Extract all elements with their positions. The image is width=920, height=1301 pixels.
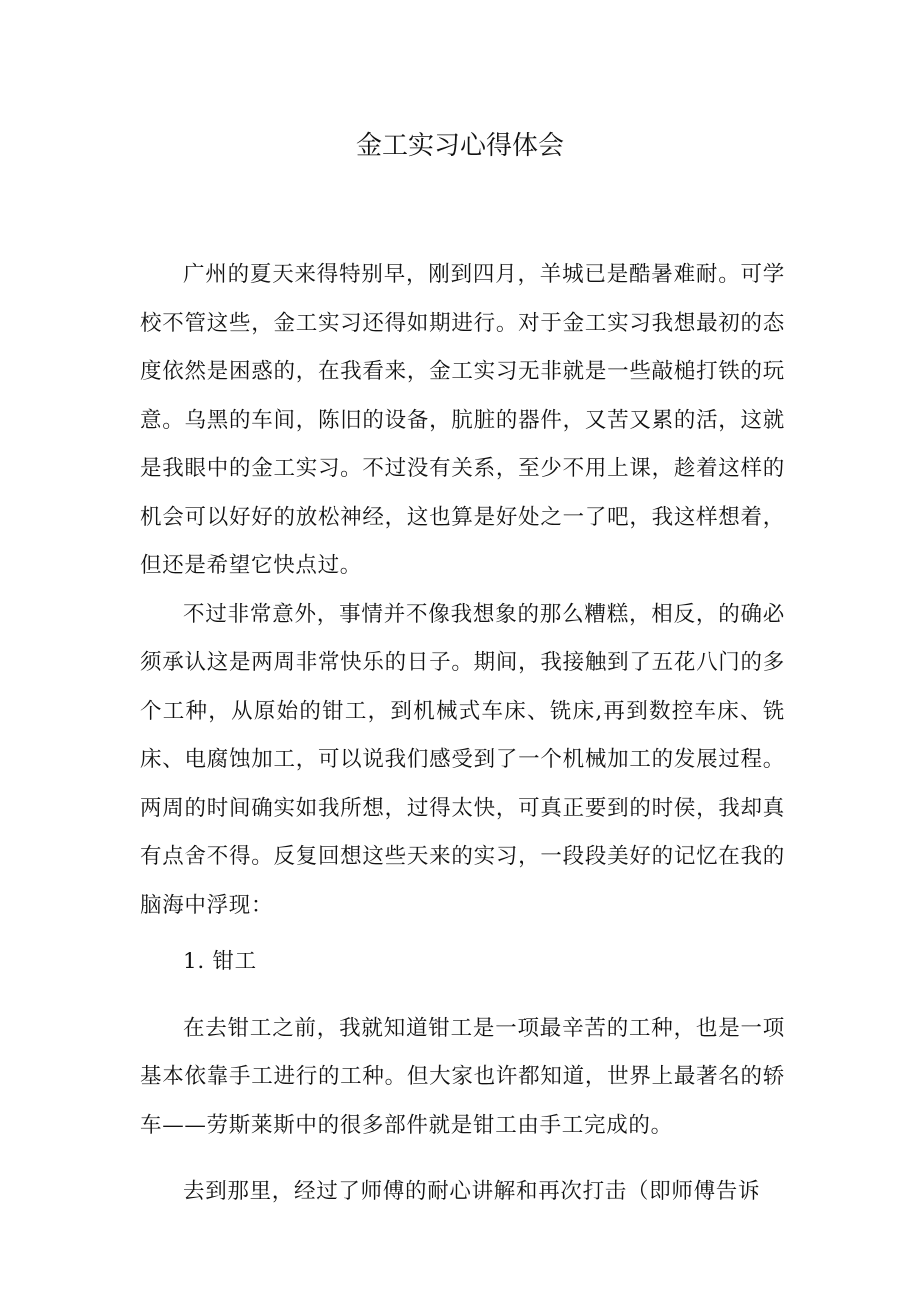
paragraph-intro: 广州的夏天来得特别早，刚到四月，羊城已是酷暑难耐。可学校不管这些，金工实习还得如期进行。对于金工实习我想最初的态度依然是困惑的，在我看来，金工实习无非就是一些敲槌打铁的玩意。乌黑的车间，陈旧的设备，肮脏的器件，又苦又累的活，这就是我眼中的金工实习。不过没有关系，至少不用上课，趁着这样的机会可以好好的放松神经，这也算是好处之一了吧，我这样想着，但还是希望它快点过。 bbox=[140, 262, 785, 578]
paragraph-fitter-intro: 在去钳工之前，我就知道钳工是一项最辛苦的工种，也是一项基本依靠手工进行的工种。但大家也许都知道，世界上最著名的轿车——劳斯莱斯中的很多部件就是钳工由手工完成的。 bbox=[140, 1015, 785, 1138]
document-body bbox=[140, 251, 785, 1217]
section-heading-fitter: 1. 钳工 bbox=[183, 949, 257, 974]
document-title: 金工实习心得体会 bbox=[355, 131, 564, 161]
paragraph-experience: 不过非常意外，事情并不像我想象的那么糟糕，相反，的确必须承认这是两周非常快乐的日子。期间，我接触到了五花八门的多个工种，从原始的钳工，到机械式车床、铣床,再到数控车床、铣床、电腐蚀加工，可以说我们感受到了一个机械加工的发展过程。两周的时间确实如我所想，过得太快，可真正要到的时侯，我却真有点舍不得。反复回想这些天来的实习，一段段美好的记忆在我的脑海中浮现： bbox=[140, 601, 785, 918]
paragraph-fitter-continued: 去到那里，经过了师傅的耐心讲解和再次打击（即师傅告诉 bbox=[183, 1179, 761, 1204]
